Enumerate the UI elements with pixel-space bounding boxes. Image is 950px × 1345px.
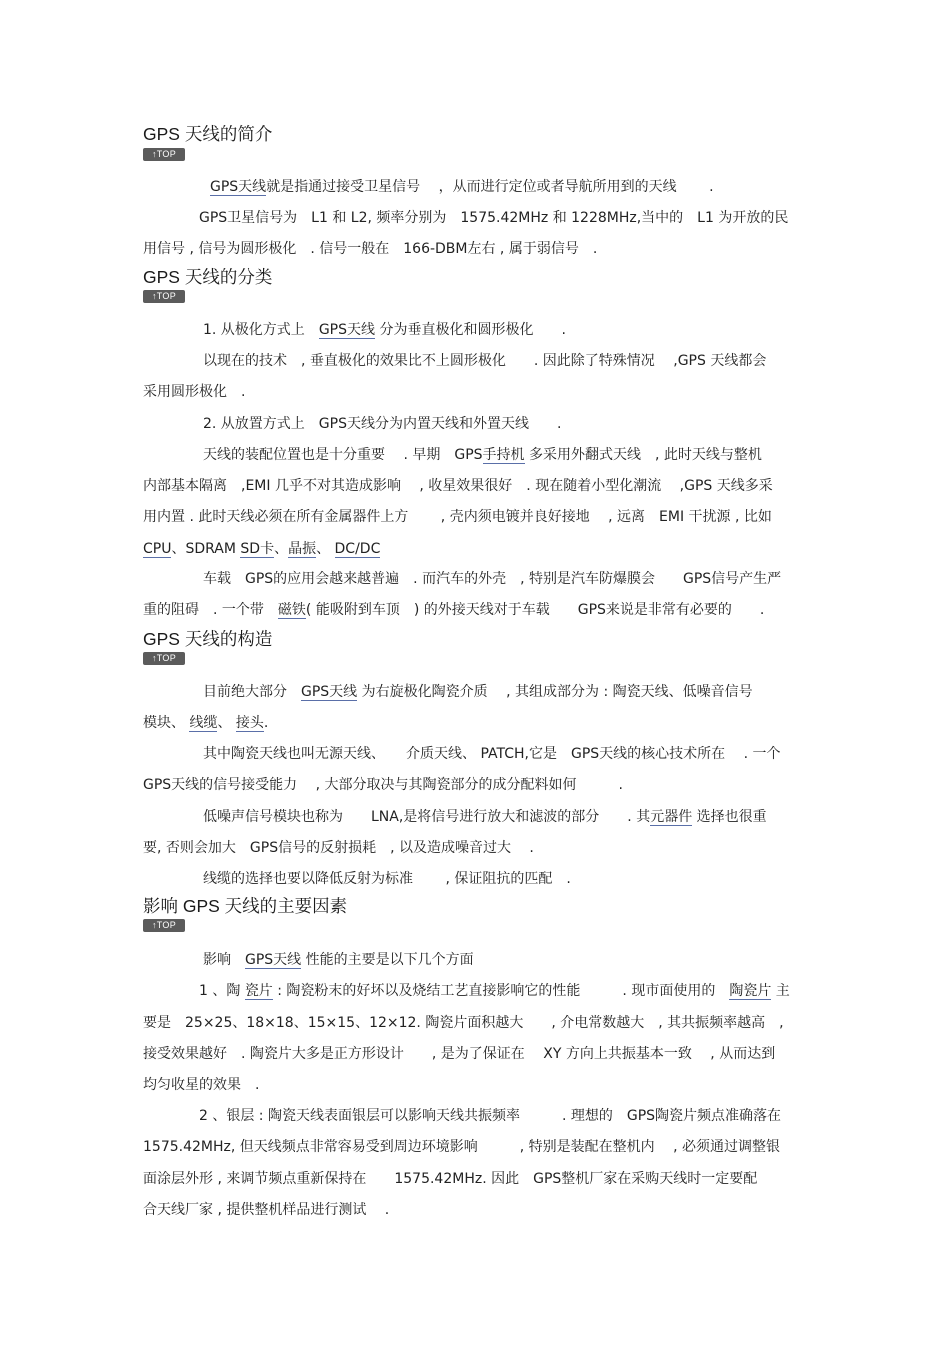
paragraph: CPU、SDRAM SD卡、晶振、 DC/DC (143, 541, 381, 557)
connector-link[interactable]: 接头 (235, 715, 264, 731)
paragraph-line: GPS卫星信号为 L1 和 L2, 频率分别为 1575.42MHz 和 1228MHz,当中的 L1 为开放的民 (199, 210, 789, 226)
crystal-link[interactable]: 晶振 (288, 541, 317, 557)
paragraph-line: 线缆的选择也要以降低反射为标准 , 保证阻抗的匹配 . (203, 871, 571, 887)
component-link[interactable]: 元器件 (650, 809, 693, 825)
paragraph-line: 合天线厂家 , 提供整机样品进行测试 . (143, 1202, 390, 1218)
paragraph-line: 采用圆形极化 . (143, 384, 246, 400)
paragraph: 影响 GPS天线 性能的主要是以下几个方面 (203, 952, 474, 968)
paragraph: 目前绝大部分 GPS天线 为右旋极化陶瓷介质 , 其组成部分为 : 陶瓷天线、低噪音信号 (203, 684, 753, 700)
back-to-top-button[interactable]: ↑TOP (143, 290, 185, 303)
section-title: GPS 天线的分类 (143, 267, 273, 287)
sd-card-link[interactable]: SD卡 (240, 541, 275, 557)
paragraph: 天线的装配位置也是十分重要 . 早期 GPS手持机 多采用外翻式天线 , 此时天线与整机 (203, 447, 762, 463)
paragraph-line: 要, 否则会加大 GPS信号的反射损耗 , 以及造成噪音过大 . (143, 840, 534, 856)
ceramic-link[interactable]: 瓷片 (244, 983, 273, 999)
cable-link[interactable]: 线缆 (189, 715, 218, 731)
back-to-top-button[interactable]: ↑TOP (143, 652, 185, 665)
cpu-link[interactable]: CPU (143, 541, 172, 557)
back-to-top-button[interactable]: ↑TOP (143, 148, 185, 161)
paragraph: 1. 从极化方式上 GPS天线 分为垂直极化和圆形极化 . (203, 322, 566, 338)
gps-antenna-link[interactable]: GPS天线 (318, 322, 375, 338)
section-title: GPS 天线的简介 (143, 124, 273, 144)
paragraph-line: 接受效果越好 . 陶瓷片大多是正方形设计 , 是为了保证在 XY 方向上共振基本一致 , 从而达到 (143, 1046, 776, 1062)
paragraph: 低噪声信号模块也称为 LNA,是将信号进行放大和滤波的部分 . 其元器件 选择也很重 (203, 809, 767, 825)
paragraph-line: 用信号 , 信号为圆形极化 . 信号一般在 166-DBM左右 , 属于弱信号 . (143, 241, 598, 257)
paragraph-line: 1575.42MHz, 但天线频点非常容易受到周边环境影响 , 特别是装配在整机内 , 必须通过调整银 (143, 1139, 780, 1155)
paragraph: 1 、陶 瓷片 : 陶瓷粉末的好坏以及烧结工艺直接影响它的性能 . 现市面使用的 陶瓷片 主 (199, 983, 790, 999)
paragraph-line: 其中陶瓷天线也叫无源天线、 介质天线、 PATCH,它是 GPS天线的核心技术所在 . 一个 (203, 746, 781, 762)
paragraph: 重的阻碍 . 一个带 磁铁( 能吸附到车顶 ) 的外接天线对于车载 GPS来说是非常有必要的 . (143, 602, 765, 618)
paragraph-line: 以现在的技术 , 垂直极化的效果比不上圆形极化 . 因此除了特殊情况 ,GPS 天线都会 (203, 353, 767, 369)
back-to-top-button[interactable]: ↑TOP (143, 919, 185, 932)
paragraph: 模块、 线缆、 接头. (143, 715, 269, 731)
paragraph-line: 内部基本隔离 ,EMI 几乎不对其造成影响 , 收星效果很好 . 现在随着小型化潮流 ,GPS 天线多采 (143, 478, 773, 494)
paragraph-line: 2 、银层 : 陶瓷天线表面银层可以影响天线共振频率 . 理想的 GPS陶瓷片频点准确落在 (199, 1108, 782, 1124)
section-title: GPS 天线的构造 (143, 629, 273, 649)
paragraph-line: 用内置 . 此时天线必须在所有金属器件上方 , 壳内须电镀并良好接地 , 远离 EMI 干扰源 , 比如 (143, 509, 772, 525)
magnet-link[interactable]: 磁铁 (277, 602, 306, 618)
paragraph-line: 2. 从放置方式上 GPS天线分为内置天线和外置天线 . (203, 416, 562, 432)
ceramic-chip-link[interactable]: 陶瓷片 (729, 983, 772, 999)
gps-antenna-link[interactable]: GPS天线 (210, 179, 267, 195)
gps-antenna-link[interactable]: GPS天线 (245, 952, 302, 968)
paragraph-line: GPS天线的信号接受能力 , 大部分取决与其陶瓷部分的成分配料如何 . (143, 777, 623, 793)
paragraph-line: 均匀收星的效果 . (143, 1077, 260, 1093)
section-title: 影响 GPS 天线的主要因素 (143, 896, 348, 916)
paragraph-line: 车载 GPS的应用会越来越普遍 . 而汽车的外壳 , 特别是汽车防爆膜会 GPS信号产生严 (203, 571, 782, 587)
paragraph-line: 面涂层外形 , 来调节频点重新保持在 1575.42MHz. 因此 GPS整机厂家在采购天线时一定要配 (143, 1171, 758, 1187)
handheld-link[interactable]: 手持机 (482, 447, 525, 463)
dcdc-link[interactable]: DC/DC (334, 541, 381, 557)
gps-antenna-link[interactable]: GPS天线 (301, 684, 358, 700)
paragraph-line: 要是 25×25、18×18、15×15、12×12. 陶瓷片面积越大 , 介电常数越大 , 其共振频率越高 , (143, 1015, 784, 1031)
paragraph: GPS天线就是指通过接受卫星信号 ，从而进行定位或者导航所用到的天线 . (210, 179, 714, 195)
